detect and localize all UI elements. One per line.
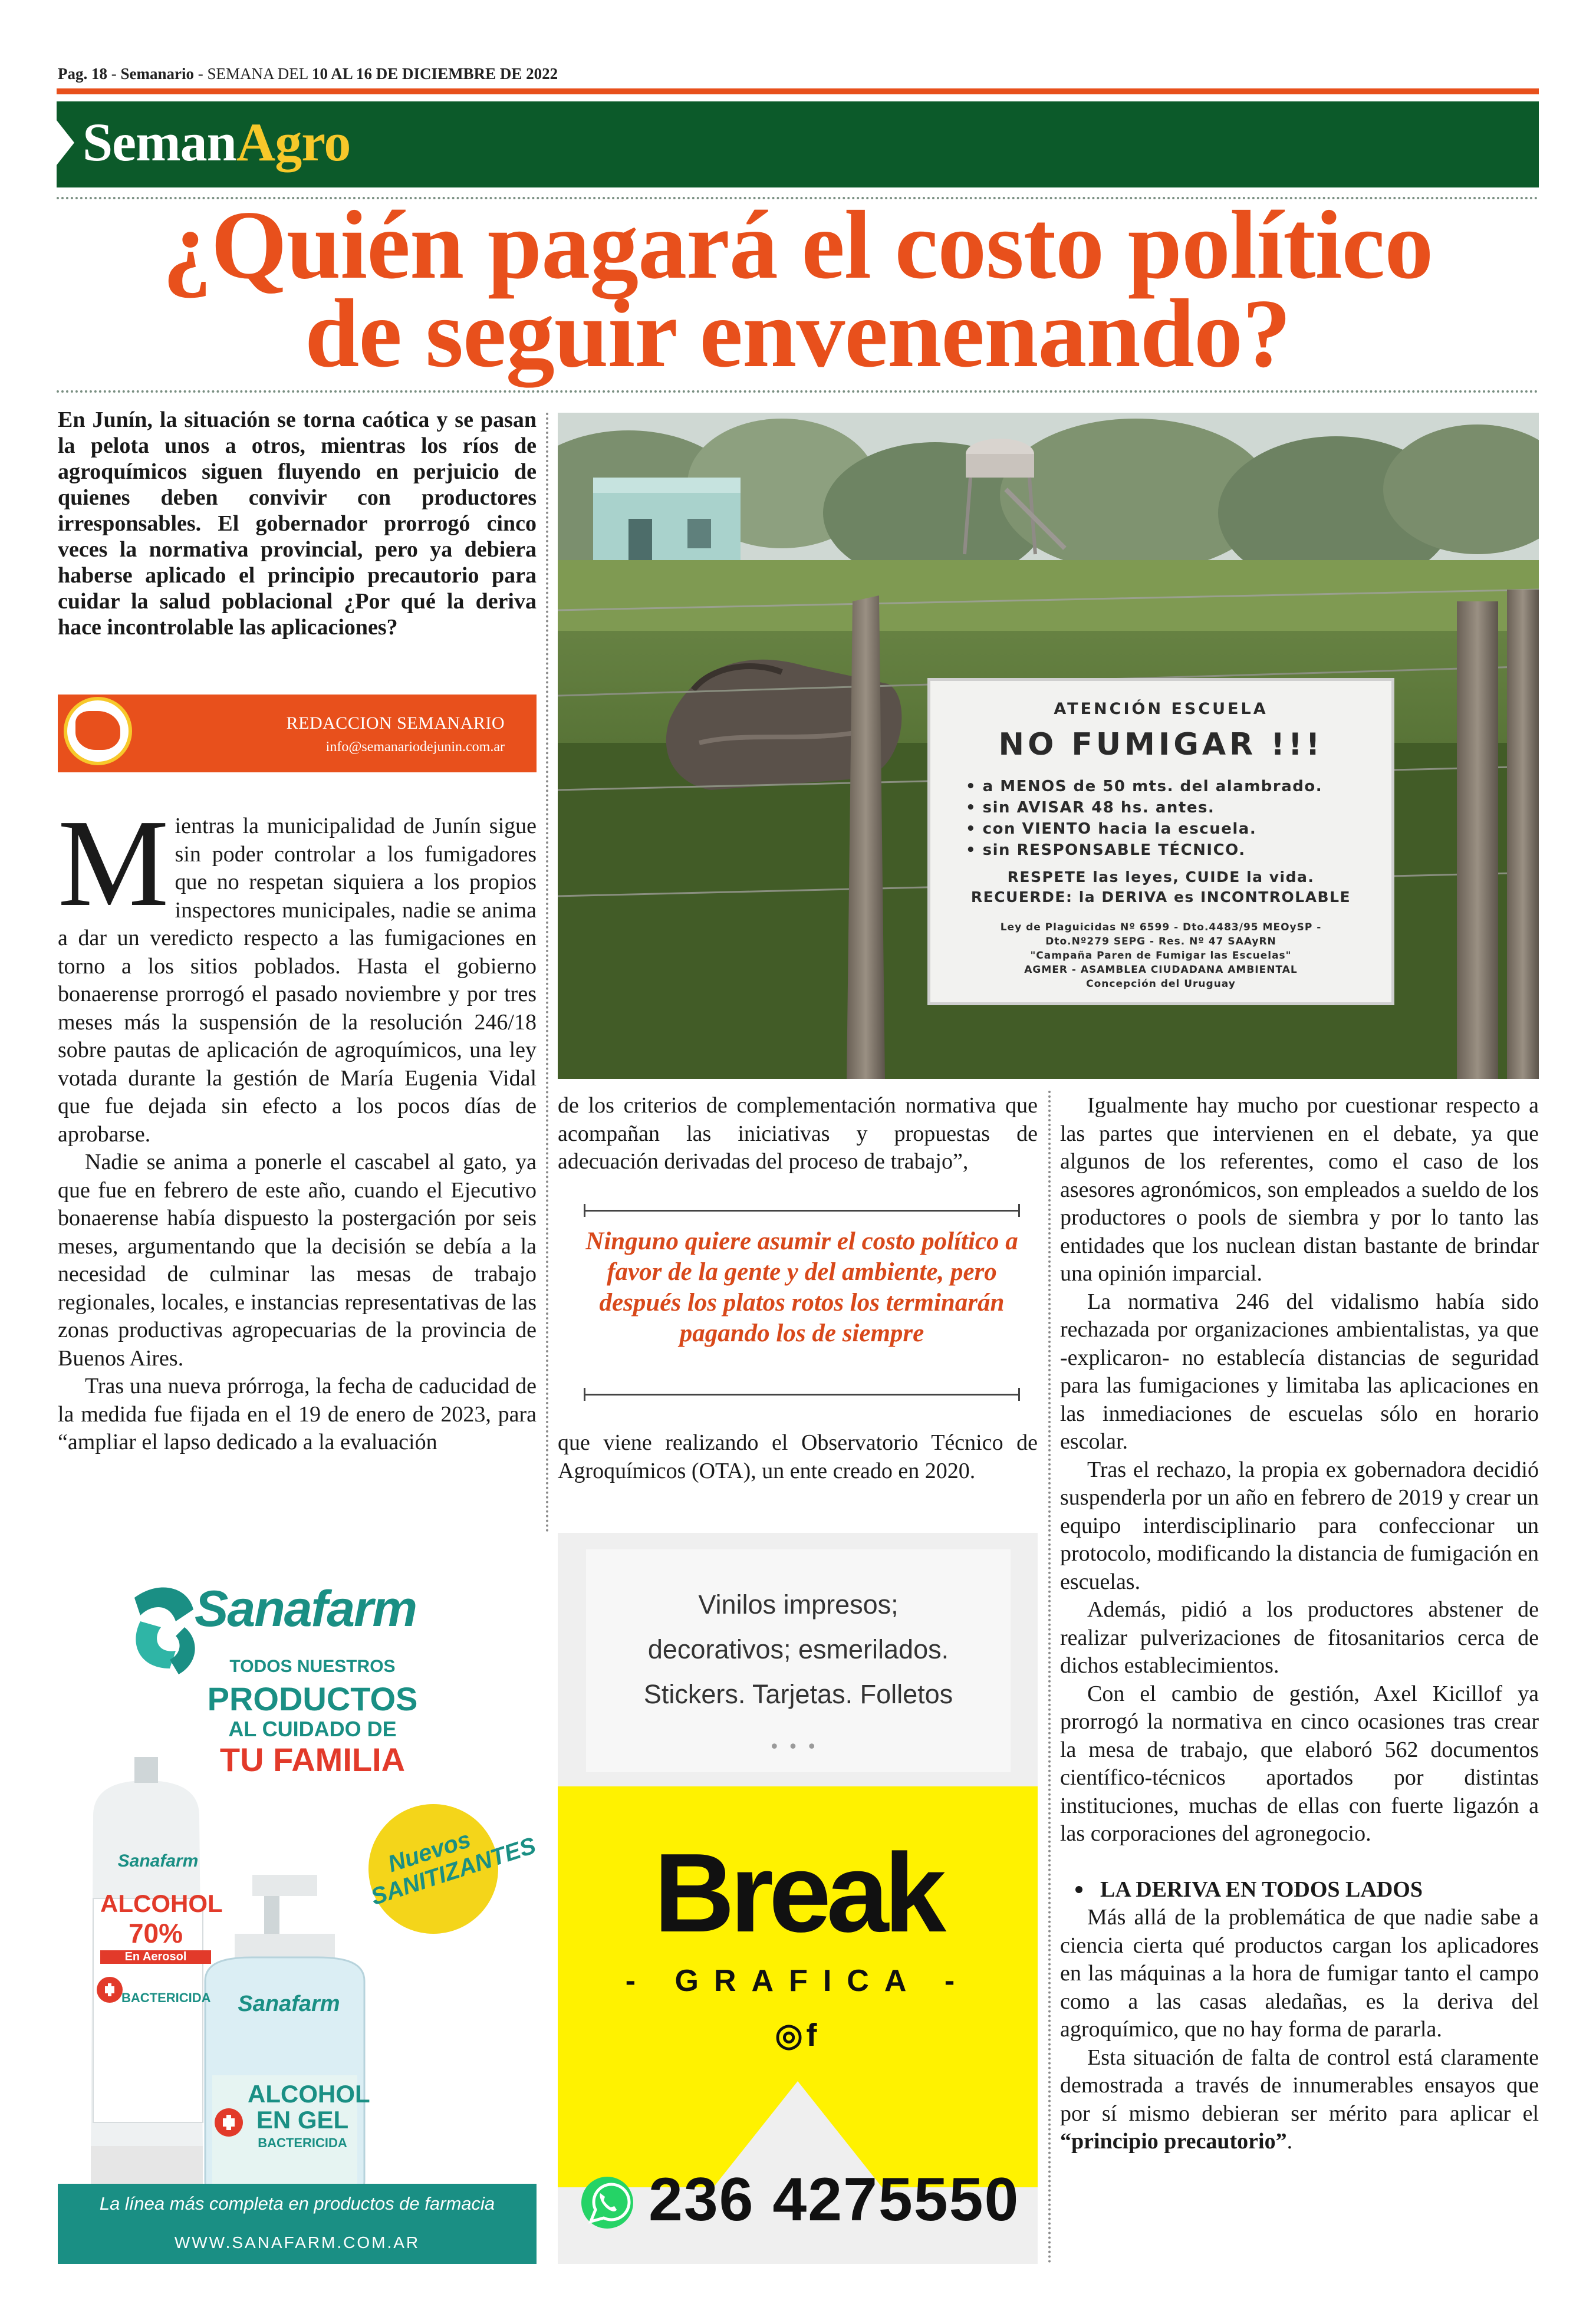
bottle-label: ALCOHOL [248,2080,370,2108]
publication-name: Semanario [120,65,194,83]
sanafarm-slogan: La línea más completa en productos de farmacia [99,2193,495,2214]
new-badge-text: Nuevos SANITIZANTES [367,1826,539,1911]
sign-item: • con VIENTO hacia la escuela. [966,820,1257,838]
paragraph: de los criterios de complementación normativa que acompañan las iniciativas y propuestas de adecuación derivadas del proceso de trabajo”, [558,1093,1038,1174]
paragraph: Tras el rechazo, la propia ex gobernadora decidió suspenderla por un año en febrero de 2019 y crear un equipo interdisciplinario para confeccionar un protocolo, modificando la distancia de fumigación en escuelas. [1060,1457,1539,1594]
week-prefix: SEMANA DEL [207,65,308,83]
bottle-brand: Sanafarm [117,1851,199,1871]
sign-small: "Campaña Paren de Fumigar las Escuelas" [1030,950,1292,962]
quote-rule-top [584,1210,1020,1212]
quote-tick [1018,1388,1020,1401]
column-2-bottom [558,1429,1038,1485]
byline-email: info@semanariodejunin.com.ar [325,739,505,755]
quote-tick [584,1204,585,1217]
quote-tick [584,1388,585,1401]
section-band-notch [57,120,74,165]
paragraph: Además, pidió a los productores abstener de realizar pulverizaciones de fitosanitarios cerca de dichos establecimientos. [1060,1597,1539,1678]
bottle-label: BACTERICIDA [121,1990,211,2005]
sign-small: Concepción del Uruguay [1086,978,1236,990]
week-dates: 10 AL 16 DE DICIEMBRE DE 2022 [312,65,558,83]
dots-icon: ••• [769,1737,825,1758]
paragraph: Mientras la municipalidad de Junín sigue sin poder controlar a los fumigadores que no respetan siquiera a los propios inspectores municipales, nadie se anima a dar un veredicto respecto a las fumigaciones en torno a los sitios poblados. Hasta el gobierno bonaerense prorrogó el pasado noviembre y por tres meses más la suspensión de la resolución 246/18 sobre pautas de aplicación de agroquímicos, una ley votada durante la gestión de María Eugenia Vidal que fue dejada sin efecto a los pocos días de aprobarse. [58,794,537,1147]
paragraph: Tras una nueva prórroga, la fecha de caducidad de la medida fue fijada en el 19 de enero de 2023, para “ampliar el lapso dedicado a la evaluación [58,1374,537,1454]
sign-small: Dto.Nº279 SEPG - Res. Nº 47 SAAyRN [1045,936,1276,947]
drop-cap: M [58,794,169,932]
paragraph: Esta situación de falta de control está claramente demostrada a través de innumerables ensayos que por sí mismo debieran ser mérito para aplicar el “principio precautorio”. [1060,2045,1539,2154]
sanafarm-tagline: AL CUIDADO DE [228,1717,397,1741]
quote-rule-bottom [584,1394,1020,1396]
sanafarm-website[interactable]: WWW.SANAFARM.COM.AR [174,2233,420,2252]
column-rule [1048,1091,1051,2264]
break-logo: Break [653,1831,942,1956]
page-number: Pag. 18 [58,65,107,83]
paragraph: Nadie se anima a ponerle el cascabel al gato, ya que fue en febrero de este año, cuando el Ejecutivo bonaerense había dispuesto la postergación por seis meses, argumentando que la decisión se debía a la necesidad de culminar las mesas de trabajo regionales, locales, e instancias representativas de las zonas productivas agropecuarias de la provincia de Buenos Aires. [58,1150,537,1371]
break-phone[interactable]: 236 4275550 [649,2165,1020,2234]
bottle-label: EN GEL [256,2106,349,2134]
page-header: Pag. 18 - Semanario - SEMANA DEL 10 AL 16 DE DICIEMBRE DE 2022 [58,65,558,83]
pull-quote: Ninguno quiere asumir el costo político a favor de la gente y del ambiente, pero después los platos rotos los terminarán pagando los de siempre [585,1227,1018,1347]
byline-author: REDACCION SEMANARIO [286,713,505,733]
divider [57,390,1539,393]
whatsapp-icon[interactable] [578,2173,637,2232]
sanafarm-tagline: TU FAMILIA [219,1741,406,1778]
sign-item: • sin RESPONSABLE TÉCNICO. [966,841,1246,859]
section-title: SemanAgro [83,112,351,172]
headline-line-2: de seguir envenenando? [304,279,1291,387]
sign-recuerde: RECUERDE: la DERIVA es INCONTROLABLE [970,888,1351,906]
break-subtitle: - GRAFICA - [625,1964,970,1998]
paragraph: Con el cambio de gestión, Axel Kicillof ya prorrogó la normativa en cinco ocasiones tras crear la mesa de trabajo, que elaboró 562 documentos científico-técnicos aportados por distintas instituciones, muchas de ellas con fuerte ligazón a las corporaciones del agronegocio. [1060,1681,1539,1846]
header-rule [57,88,1539,94]
paragraph: Más allá de la problemática de que nadie sabe a ciencia cierta qué productos cargan los aplicadores en las máquinas a la hora de fumigar tanto el campo como a las casas aledañas, es la deriva del agroquímico, que no hay forma de pararla. [1060,1905,1539,2042]
bottle-brand: Sanafarm [238,1992,340,2016]
sign-respete: RESPETE las leyes, CUIDE la vida. [1007,868,1315,886]
bottle-label: 70% [128,1918,183,1949]
bottle-label: ALCOHOL [100,1890,223,1917]
paragraph: que viene realizando el Observatorio Técnico de Agroquímicos (OTA), un ente creado en 2020. [558,1430,1038,1483]
paragraph: La normativa 246 del vidalismo había sido rechazada por organizaciones ambientalistas, ya que -explicaron- no establecía distancias de seguridad para las fumigaciones y limitaba las aplicaciones en las inmediaciones de escuelas sólo en horario escolar. [1060,1289,1539,1454]
sanafarm-logo: Sanafarm [195,1581,416,1637]
bottle-label: BACTERICIDA [258,2135,347,2150]
column-2-top [558,1092,1038,1176]
bullet-icon [1075,1886,1082,1893]
column-3 [1060,1092,1539,2156]
headline [57,190,1539,387]
subheading: LA DERIVA EN TODOS LADOS [1060,1876,1539,1904]
headline-line-1: ¿Quién pagará el costo político [162,190,1433,299]
sign-item: • sin AVISAR 48 hs. antes. [966,799,1215,817]
sanafarm-tagline: PRODUCTOS [207,1680,418,1717]
paragraph: Igualmente hay mucho por cuestionar respecto a las partes que intervienen en el debate, ya que algunos de los referentes, como el caso de los asesores agronómicos, son empleados a sueldo de los productores o pools de siembra y por lo tanto las entidades que los nuclean distan bastante de brindar una opinión imparcial. [1060,1093,1539,1286]
sign-small: Ley de Plaguicidas Nº 6599 - Dto.4483/95 MEOySP - [1000,921,1322,933]
instagram-facebook-icon[interactable]: ◎f [775,2017,821,2053]
sign-title: ATENCIÓN ESCUELA [1054,700,1268,718]
horse-logo-shape [75,711,120,750]
quote-tick [1018,1204,1020,1217]
sign-item: • a MENOS de 50 mts. del alambrado. [966,778,1323,795]
article-lead: En Junín, la situación se torna caótica y se pasan la pelota unos a otros, mientras los ríos de agroquímicos siguen fluyendo en perjuicio de quienes deben convivir con productores irresponsables. El gobernador prorrogó cinco veces la normativa provincial, pero ya debiera haberse aplicado el principio precautorio para cuidar la salud poblacional ¿Por qué la deriva hace incontrolable las aplicaciones? [58,407,537,640]
sign-small: AGMER - ASAMBLEA CIUDADANA AMBIENTAL [1024,964,1298,976]
bottle-label: En Aerosol [100,1950,211,1964]
sanafarm-tagline: TODOS NUESTROS [229,1657,396,1676]
no-spray-sign [927,678,1394,1005]
sign-heading: NO FUMIGAR !!! [998,727,1324,762]
break-services: Vinilos impresos; decorativos; esmerilados. Stickers. Tarjetas. Folletos [643,1589,953,1709]
column-rule [546,413,548,1533]
column-1 [58,794,537,1457]
